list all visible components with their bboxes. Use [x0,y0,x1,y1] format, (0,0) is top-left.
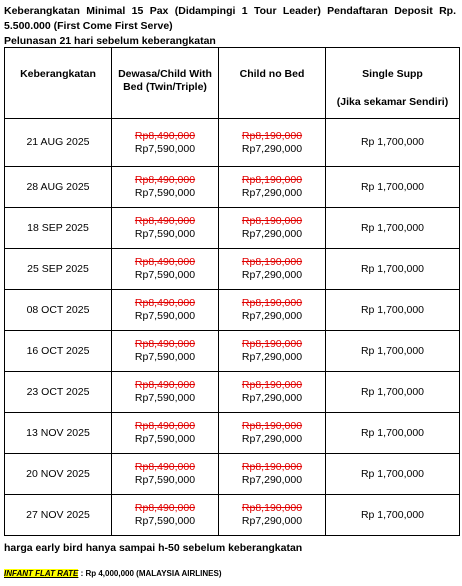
child-no-bed-price-cell [219,249,326,290]
cnb-new-price: Rp7,290,000 [241,228,303,240]
departure-date-cell: 28 AUG 2025 [5,167,112,208]
cnb-new-price: Rp7,290,000 [241,433,303,445]
table-row [5,249,460,290]
table-row [5,290,460,331]
adult-new-price: Rp7,590,000 [134,310,196,322]
adult-new-price: Rp7,590,000 [134,515,196,527]
table-row [5,119,460,167]
col-header-departure: Keberangkatan [5,48,112,119]
col-header-single-supp [326,48,460,119]
child-no-bed-price-cell [219,331,326,372]
single-supp-cell: Rp 1,700,000 [326,495,460,536]
departure-date-cell: 23 OCT 2025 [5,372,112,413]
adult-price-cell [112,331,219,372]
adult-old-price: Rp8,490,000 [134,420,196,432]
single-supp-cell: Rp 1,700,000 [326,454,460,495]
col-header-child-no-bed: Child no Bed [219,48,326,119]
adult-price-cell [112,413,219,454]
cnb-old-price: Rp8,190,000 [241,174,303,186]
cnb-new-price: Rp7,290,000 [241,515,303,527]
adult-price-cell [112,290,219,331]
single-supp-cell: Rp 1,700,000 [326,372,460,413]
departure-date-cell: 25 SEP 2025 [5,249,112,290]
cnb-new-price: Rp7,290,000 [241,474,303,486]
adult-price-cell [112,167,219,208]
cnb-old-price: Rp8,190,000 [241,338,303,350]
departure-date-cell: 13 NOV 2025 [5,413,112,454]
departure-date-cell: 20 NOV 2025 [5,454,112,495]
adult-old-price: Rp8,490,000 [134,129,196,142]
table-row [5,454,460,495]
adult-new-price: Rp7,590,000 [134,228,196,240]
departure-date-cell: 16 OCT 2025 [5,331,112,372]
adult-new-price: Rp7,590,000 [134,474,196,486]
cnb-old-price: Rp8,190,000 [241,215,303,227]
adult-new-price: Rp7,590,000 [134,392,196,404]
adult-price-cell [112,249,219,290]
cnb-old-price: Rp8,190,000 [241,420,303,432]
child-no-bed-price-cell [219,290,326,331]
child-no-bed-price-cell [219,372,326,413]
child-no-bed-price-cell [219,119,326,167]
cnb-old-price: Rp8,190,000 [241,461,303,473]
cnb-old-price: Rp8,190,000 [241,256,303,268]
table-row [5,208,460,249]
table-header-row [5,48,460,119]
infant-rate-value: : Rp 4,000,000 (MALAYSIA AIRLINES) [78,569,222,578]
cnb-old-price: Rp8,190,000 [241,129,303,142]
child-no-bed-price-cell [219,413,326,454]
single-supp-cell: Rp 1,700,000 [326,249,460,290]
child-no-bed-price-cell [219,167,326,208]
cnb-old-price: Rp8,190,000 [241,297,303,309]
adult-price-cell [112,119,219,167]
table-row [5,413,460,454]
infant-rate-label: INFANT FLAT RATE [4,569,79,578]
adult-new-price: Rp7,590,000 [134,269,196,281]
adult-price-cell [112,208,219,249]
cnb-old-price: Rp8,190,000 [241,379,303,391]
payment-deadline-note: Pelunasan 21 hari sebelum keberangkatan [4,35,216,47]
cnb-new-price: Rp7,290,000 [241,392,303,404]
adult-old-price: Rp8,490,000 [134,461,196,473]
child-no-bed-price-cell [219,454,326,495]
departure-date-cell: 27 NOV 2025 [5,495,112,536]
price-table [4,47,460,536]
single-supp-cell: Rp 1,700,000 [326,119,460,167]
adult-old-price: Rp8,490,000 [134,297,196,309]
adult-old-price: Rp8,490,000 [134,379,196,391]
cnb-new-price: Rp7,290,000 [241,142,303,155]
single-supp-cell: Rp 1,700,000 [326,290,460,331]
adult-price-cell [112,372,219,413]
adult-old-price: Rp8,490,000 [134,174,196,186]
departure-date-cell: 08 OCT 2025 [5,290,112,331]
departure-date-cell: 18 SEP 2025 [5,208,112,249]
cnb-new-price: Rp7,290,000 [241,269,303,281]
adult-new-price: Rp7,590,000 [134,351,196,363]
table-body [5,119,460,536]
adult-old-price: Rp8,490,000 [134,502,196,514]
table-row [5,167,460,208]
cnb-new-price: Rp7,290,000 [241,187,303,199]
single-supp-note: (Jika sekamar Sendiri) [336,96,449,108]
cnb-new-price: Rp7,290,000 [241,310,303,322]
adult-new-price: Rp7,590,000 [134,142,196,155]
single-supp-cell: Rp 1,700,000 [326,208,460,249]
departure-date-cell: 21 AUG 2025 [5,119,112,167]
table-row [5,372,460,413]
adult-old-price: Rp8,490,000 [134,215,196,227]
adult-price-cell [112,454,219,495]
adult-old-price: Rp8,490,000 [134,256,196,268]
infant-rate-line [4,568,222,580]
deposit-note: Keberangkatan Minimal 15 Pax (Didampingi 1 Tour Leader) Pendaftaran Deposit Rp. 5.500.000 (First Come First Serve) [4,5,456,32]
single-supp-label: Single Supp [362,68,423,80]
adult-price-cell [112,495,219,536]
adult-old-price: Rp8,490,000 [134,338,196,350]
cnb-old-price: Rp8,190,000 [241,502,303,514]
single-supp-cell: Rp 1,700,000 [326,331,460,372]
adult-new-price: Rp7,590,000 [134,433,196,445]
child-no-bed-price-cell [219,495,326,536]
child-no-bed-price-cell [219,208,326,249]
cnb-new-price: Rp7,290,000 [241,351,303,363]
table-row [5,331,460,372]
col-header-adult: Dewasa/Child With Bed (Twin/Triple) [112,48,219,119]
single-supp-cell: Rp 1,700,000 [326,413,460,454]
single-supp-cell: Rp 1,700,000 [326,167,460,208]
table-row [5,495,460,536]
adult-new-price: Rp7,590,000 [134,187,196,199]
early-bird-note: harga early bird hanya sampai h-50 sebelum keberangkatan [4,542,303,554]
